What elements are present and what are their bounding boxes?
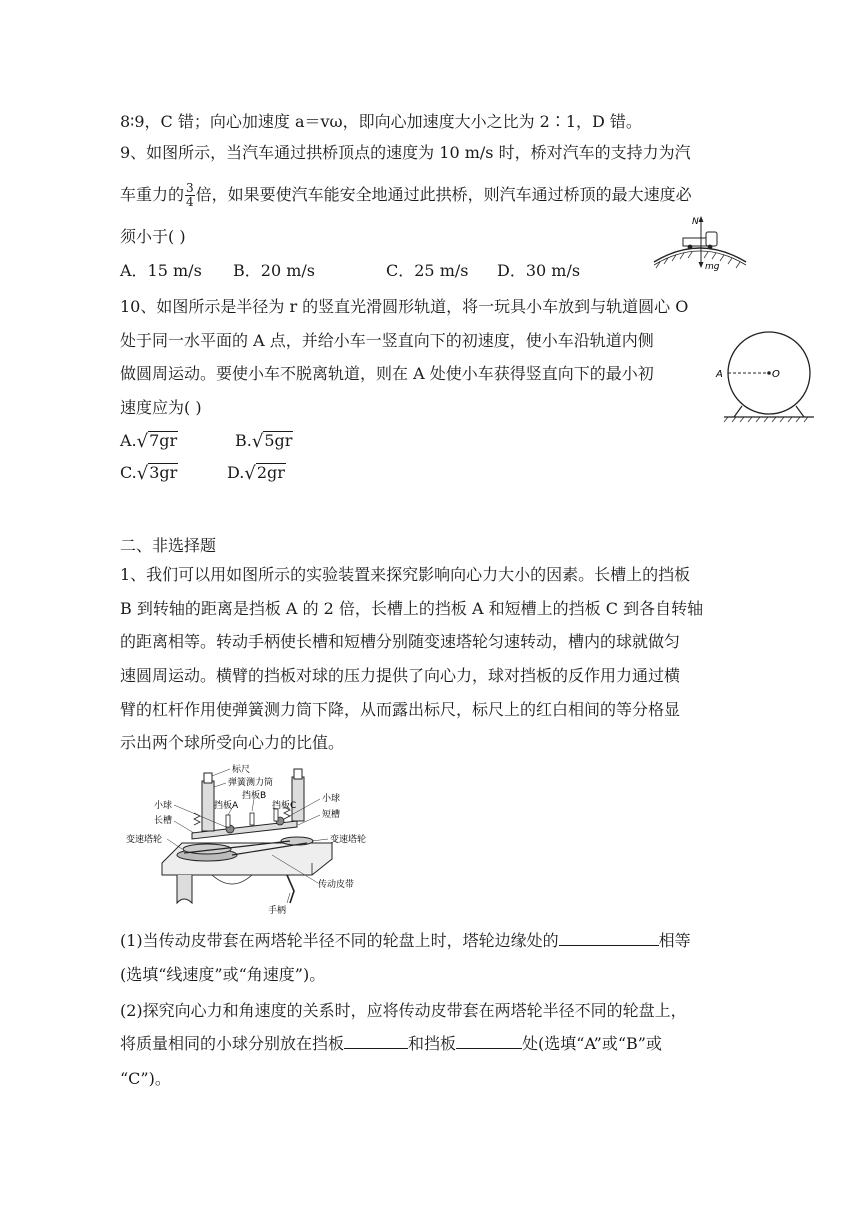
label-ball-left: 小球 [154, 801, 173, 811]
sqrt-3gr [137, 463, 179, 483]
force-mg-label: mg [705, 262, 720, 272]
radicand: 5gr [264, 431, 293, 450]
q9-stem-line2 [120, 182, 692, 209]
sqrt-2gr [244, 463, 286, 483]
answer-blank-2[interactable] [344, 1034, 408, 1049]
sqrt-symbol: √ [251, 431, 264, 452]
q9-option-d: D．30 m/s [497, 261, 581, 280]
label-plate-b: 挡板B [242, 791, 267, 801]
p1-line1: 1、我们可以用如图所示的实验装置来探究影响向心力大小的因素。长槽上的挡板 [120, 565, 691, 584]
fraction-numerator: 3 [186, 181, 194, 195]
label-plate-c: 挡板C [272, 801, 297, 811]
q9-option-c: C．25 m/s [386, 261, 469, 280]
q10-option-c [120, 463, 178, 483]
option-a-prefix: A. [120, 431, 137, 450]
label-spring-cylinder: 弹簧测力筒 [228, 778, 274, 788]
label-drive-belt: 传动皮带 [318, 880, 355, 890]
q10-stem-line3: 做圆周运动。要使小车不脱离轨道，则在 A 处使小车获得竖直向下的最小初 [120, 364, 654, 383]
sqrt-symbol: √ [136, 431, 149, 452]
q1-text-b: 相等 [658, 931, 691, 950]
q1-line1 [120, 931, 691, 951]
section-title-non-choice: 二、非选择题 [120, 536, 217, 555]
q9-option-b: B．20 m/s [233, 261, 315, 280]
label-pulley-left: 变速塔轮 [126, 835, 163, 845]
q9-stem-text-a: 车重力的 [120, 185, 185, 204]
q8-answer-tail: 8∶9，C 错；向心加速度 a＝vω，即向心加速度大小之比为 2∶1，D 错。 [120, 112, 642, 131]
q9-stem-line1: 9、如图所示，当汽车通过拱桥顶点的速度为 10 m/s 时，桥对汽车的支持力为汽 [120, 143, 691, 162]
fraction-denominator: 4 [186, 195, 194, 209]
q10-stem-line2: 处于同一水平面的 A 点，并给小车一竖直向下的初速度，使小车沿轨道内侧 [120, 331, 654, 350]
p1-line2: B 到转轴的距离是挡板 A 的 2 倍，长槽上的挡板 A 和短槽上的挡板 C 到各自转轴 [120, 599, 704, 618]
sqrt-symbol: √ [136, 463, 149, 484]
q2-text-c: 和挡板 [408, 1034, 457, 1053]
circular-track-figure [712, 322, 824, 424]
q10-option-b [235, 431, 293, 451]
sqrt-symbol: √ [244, 463, 256, 484]
answer-blank-3[interactable] [456, 1034, 522, 1049]
q2-text-d: 处(选填“A”或“B”或 [522, 1034, 662, 1053]
option-c-prefix: C. [120, 463, 137, 482]
force-n-label: N [692, 217, 699, 227]
p1-line6: 示出两个球所受向心力的比值。 [120, 733, 345, 752]
p1-line5: 臂的杠杆作用使弹簧测力筒下降，从而露出标尺，标尺上的红白相间的等分格显 [120, 700, 681, 719]
p1-line3: 的距离相等。转动手柄使长槽和短槽分别随变速塔轮匀速转动，槽内的球就做匀 [120, 632, 681, 651]
label-handle: 手柄 [268, 906, 287, 915]
point-a-label: A [716, 369, 723, 380]
q2-line3: “C”)。 [120, 1069, 171, 1088]
centripetal-apparatus-figure [122, 763, 382, 915]
label-ball-right: 小球 [322, 794, 341, 804]
radicand: 7gr [149, 431, 178, 450]
q1-text-a: (1)当传动皮带套在两塔轮半径不同的轮盘上时，塔轮边缘处的 [120, 931, 559, 950]
q10-option-d [227, 463, 286, 483]
q10-stem-line1: 10、如图所示是半径为 r 的竖直光滑圆形轨道，将一玩具小车放到与轨道圆心 O [120, 297, 689, 316]
answer-blank-1[interactable] [559, 931, 659, 946]
radicand: 3gr [149, 463, 178, 482]
fraction-three-quarters [185, 182, 195, 209]
center-o-label: O [772, 369, 780, 380]
q1-line2: (选填“线速度”或“角速度”)。 [120, 965, 326, 984]
sqrt-7gr [137, 431, 179, 451]
option-d-prefix: D. [227, 463, 245, 482]
sqrt-5gr [252, 431, 294, 451]
label-long-slot: 长槽 [154, 816, 173, 826]
q9-option-a: A．15 m/s [120, 261, 202, 280]
q2-text-b: 将质量相同的小球分别放在挡板 [120, 1034, 345, 1053]
q9-stem-text-b: 倍，如果要使汽车能安全地通过此拱桥，则汽车通过桥顶的最大速度必 [195, 185, 692, 204]
q10-option-a [120, 431, 178, 451]
q2-line1: (2)探究向心力和角速度的关系时，应将传动皮带套在两塔轮半径不同的轮盘上， [120, 1001, 687, 1020]
option-b-prefix: B. [235, 431, 252, 450]
label-short-slot: 短槽 [322, 810, 341, 820]
p1-line4: 速圆周运动。横臂的挡板对球的压力提供了向心力，球对挡板的反作用力通过横 [120, 666, 681, 685]
q10-stem-line4: 速度应为( ) [120, 398, 202, 417]
bridge-car-figure [650, 212, 750, 276]
label-pulley-right: 变速塔轮 [330, 835, 367, 845]
q2-line2 [120, 1034, 662, 1054]
radicand: 2gr [256, 463, 285, 482]
q9-stem-line3: 须小于( ) [120, 227, 186, 246]
label-ruler: 标尺 [232, 765, 251, 775]
label-plate-a: 挡板A [214, 801, 239, 811]
